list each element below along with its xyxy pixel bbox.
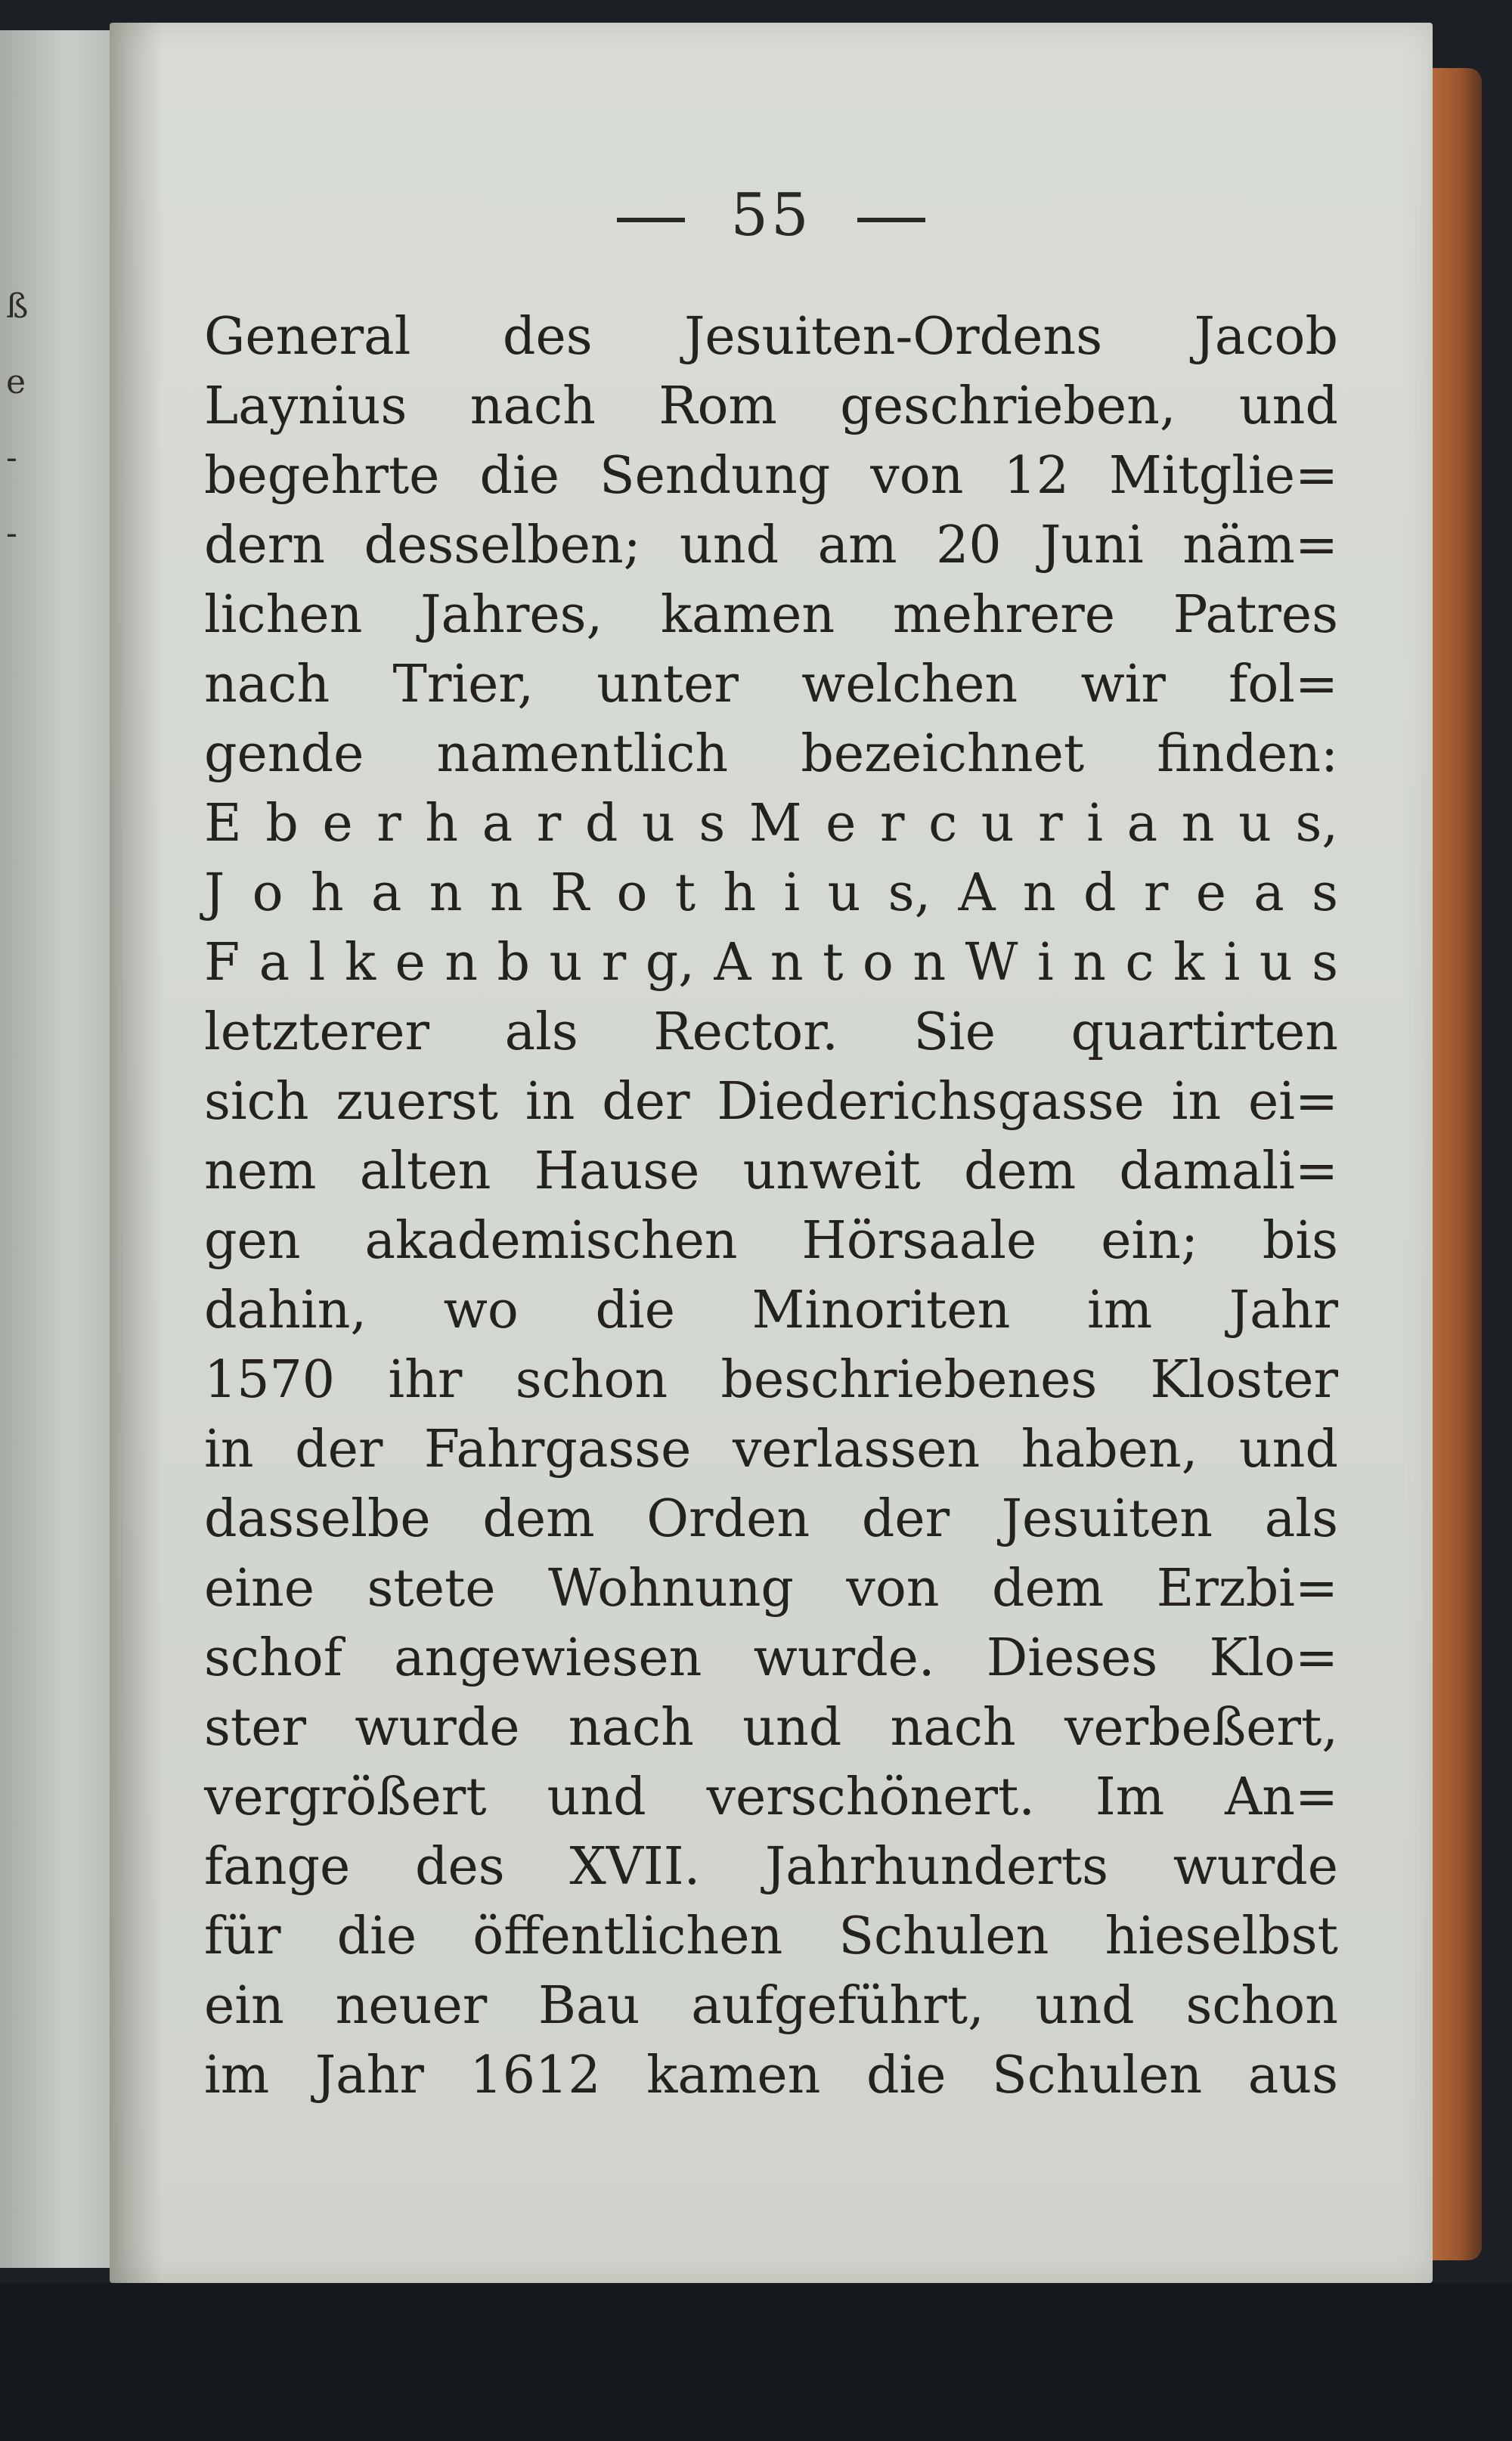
text-line: vergrößert und verschönert. Im An= xyxy=(204,1767,1338,1827)
previous-page-char: - xyxy=(6,438,17,477)
text-line: ein neuer Bau aufgeführt, und schon xyxy=(204,1976,1338,2036)
text-line: E b e r h a r d u s M e r c u r i a n u s, xyxy=(204,794,1338,853)
previous-page-char: e xyxy=(6,363,26,401)
text-line: schof angewiesen wurde. Dieses Klo= xyxy=(204,1628,1338,1688)
text-line: Laynius nach Rom geschrieben, und xyxy=(204,376,1338,436)
text-line: fange des XVII. Jahrhunderts wurde xyxy=(204,1837,1338,1897)
text-line: dern desselben; und am 20 Juni näm= xyxy=(204,516,1338,575)
header-dash-left xyxy=(617,218,685,222)
previous-page-char: - xyxy=(6,514,17,553)
text-line: nach Trier, unter welchen wir fol= xyxy=(204,655,1338,714)
previous-page-edge xyxy=(0,30,116,2268)
text-line: General des Jesuiten-Ordens Jacob xyxy=(204,307,1338,367)
text-line: begehrte die Sendung von 12 Mitglie= xyxy=(204,446,1338,506)
text-line: lichen Jahres, kamen mehrere Patres xyxy=(204,585,1338,645)
text-line: nem alten Hause unweit dem damali= xyxy=(204,1142,1338,1201)
page-number: 55 xyxy=(730,181,812,249)
previous-page-char: ß xyxy=(6,287,29,326)
text-line: J o h a n n R o t h i u s, A n d r e a s xyxy=(204,863,1338,923)
text-line: sich zuerst in der Diederichsgasse in ei= xyxy=(204,1072,1338,1132)
body-text xyxy=(204,302,1338,2111)
text-line: dahin, wo die Minoriten im Jahr xyxy=(204,1281,1338,1340)
text-line: F a l k e n b u r g, A n t o n W i n c k i u s xyxy=(204,933,1338,993)
text-line: für die öffentlichen Schulen hieselbst xyxy=(204,1907,1338,1966)
text-line: dasselbe dem Orden der Jesuiten als xyxy=(204,1489,1338,1549)
header-dash-right xyxy=(857,218,925,222)
text-line: im Jahr 1612 kamen die Schulen aus xyxy=(204,2046,1338,2105)
book-page xyxy=(110,23,1433,2283)
text-line: eine stete Wohnung von dem Erzbi= xyxy=(204,1559,1338,1619)
text-line: 1570 ihr schon beschriebenes Kloster xyxy=(204,1350,1338,1410)
text-line: letzterer als Rector. Sie quartirten xyxy=(204,1002,1338,1062)
text-line: ster wurde nach und nach verbeßert, xyxy=(204,1698,1338,1758)
gutter-shadow xyxy=(110,23,163,2283)
text-line: gen akademischen Hörsaale ein; bis xyxy=(204,1211,1338,1271)
page-header xyxy=(110,181,1433,249)
text-line: gende namentlich bezeichnet finden: xyxy=(204,724,1338,784)
text-line: in der Fahrgasse verlassen haben, und xyxy=(204,1420,1338,1479)
background-surface xyxy=(0,2283,1512,2441)
